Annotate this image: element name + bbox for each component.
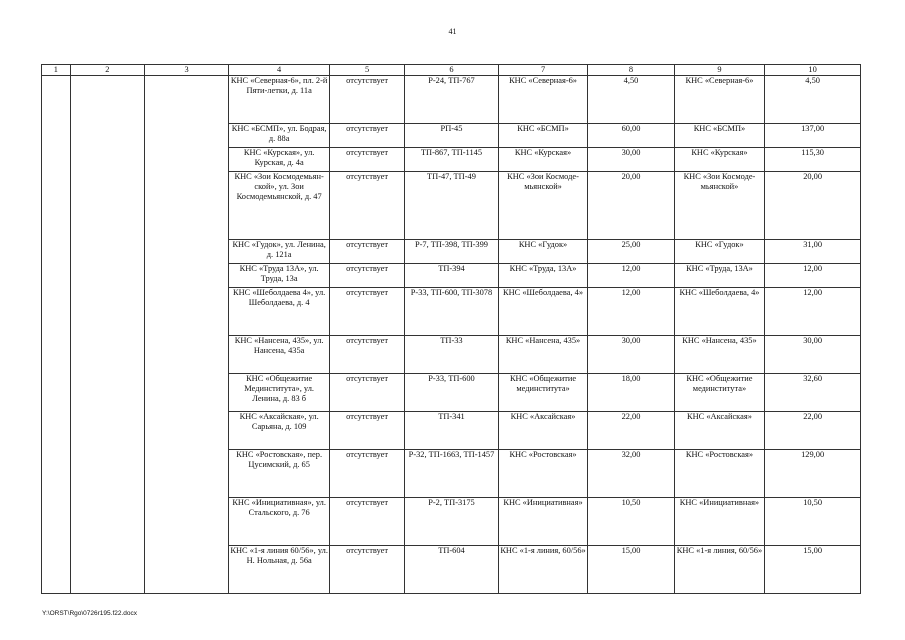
cell-c8: 12,00 bbox=[588, 264, 674, 288]
cell-c8: 12,00 bbox=[588, 288, 674, 336]
cell-c4: КНС «1-я линия 60/56», ул. Н. Нольная, д. 56а bbox=[229, 546, 330, 594]
cell-c4: КНС «Северная-6», пл. 2-й Пяти-летки, д. 11а bbox=[229, 76, 330, 124]
cell-c10: 22,00 bbox=[765, 412, 861, 450]
cell-c5: отсутствует bbox=[330, 374, 405, 412]
cell-c9: КНС «Инициативная» bbox=[674, 498, 765, 546]
cell-c7: КНС «Курская» bbox=[498, 148, 588, 172]
cell-c8: 4,50 bbox=[588, 76, 674, 124]
column-header: 7 bbox=[498, 65, 588, 76]
cell-c6: Р-33, ТП-600 bbox=[405, 374, 499, 412]
cell-c10: 137,00 bbox=[765, 124, 861, 148]
cell-c5: отсутствует bbox=[330, 240, 405, 264]
cell-c6: ТП-867, ТП-1145 bbox=[405, 148, 499, 172]
cell-c8: 18,00 bbox=[588, 374, 674, 412]
cell-c8: 22,00 bbox=[588, 412, 674, 450]
cell-c6: ТП-33 bbox=[405, 336, 499, 374]
cell-c10: 12,00 bbox=[765, 264, 861, 288]
cell-c4: КНС «Труда 13А», ул. Труда, 13а bbox=[229, 264, 330, 288]
cell-c5: отсутствует bbox=[330, 450, 405, 498]
column-numbers-row bbox=[42, 65, 861, 76]
cell-c9: КНС «Курская» bbox=[674, 148, 765, 172]
cell-c10: 32,60 bbox=[765, 374, 861, 412]
column-header: 3 bbox=[144, 65, 228, 76]
cell-c5: отсутствует bbox=[330, 336, 405, 374]
table-row bbox=[42, 76, 861, 124]
cell-c6: ТП-341 bbox=[405, 412, 499, 450]
cell-c10: 15,00 bbox=[765, 546, 861, 594]
cell-c10: 10,50 bbox=[765, 498, 861, 546]
cell-c6: ТП-394 bbox=[405, 264, 499, 288]
empty-cell bbox=[144, 76, 228, 594]
cell-c6: ТП-604 bbox=[405, 546, 499, 594]
cell-c8: 60,00 bbox=[588, 124, 674, 148]
cell-c7: КНС «Зои Космоде-мьянской» bbox=[498, 172, 588, 240]
cell-c10: 30,00 bbox=[765, 336, 861, 374]
empty-cell bbox=[42, 76, 71, 594]
cell-c8: 15,00 bbox=[588, 546, 674, 594]
cell-c7: КНС «Труда, 13А» bbox=[498, 264, 588, 288]
cell-c9: КНС «Шеболдаева, 4» bbox=[674, 288, 765, 336]
column-header: 9 bbox=[674, 65, 765, 76]
cell-c5: отсутствует bbox=[330, 498, 405, 546]
cell-c10: 4,50 bbox=[765, 76, 861, 124]
cell-c4: КНС «Нансена, 435», ул. Нансена, 435а bbox=[229, 336, 330, 374]
cell-c5: отсутствует bbox=[330, 172, 405, 240]
cell-c5: отсутствует bbox=[330, 412, 405, 450]
empty-cell bbox=[70, 76, 144, 594]
cell-c8: 20,00 bbox=[588, 172, 674, 240]
cell-c5: отсутствует bbox=[330, 288, 405, 336]
cell-c6: Р-33, ТП-600, ТП-3078 bbox=[405, 288, 499, 336]
cell-c10: 20,00 bbox=[765, 172, 861, 240]
cell-c9: КНС «Гудок» bbox=[674, 240, 765, 264]
cell-c7: КНС «Нансена, 435» bbox=[498, 336, 588, 374]
cell-c10: 12,00 bbox=[765, 288, 861, 336]
cell-c7: КНС «Общежитие мединститута» bbox=[498, 374, 588, 412]
cell-c4: КНС «Шеболдаева 4», ул. Шеболдаева, д. 4 bbox=[229, 288, 330, 336]
column-header: 2 bbox=[70, 65, 144, 76]
cell-c7: КНС «Шеболдаева, 4» bbox=[498, 288, 588, 336]
cell-c6: Р-32, ТП-1663, ТП-1457 bbox=[405, 450, 499, 498]
cell-c4: КНС «Аксайская», ул. Сарьяна, д. 109 bbox=[229, 412, 330, 450]
column-header: 1 bbox=[42, 65, 71, 76]
cell-c5: отсутствует bbox=[330, 76, 405, 124]
cell-c6: Р-7, ТП-398, ТП-399 bbox=[405, 240, 499, 264]
cell-c10: 115,30 bbox=[765, 148, 861, 172]
cell-c4: КНС «Ростовская», пер. Цусимский, д. 65 bbox=[229, 450, 330, 498]
cell-c9: КНС «1-я линия, 60/56» bbox=[674, 546, 765, 594]
cell-c9: КНС «Нансена, 435» bbox=[674, 336, 765, 374]
cell-c9: КНС «Аксайская» bbox=[674, 412, 765, 450]
cell-c10: 31,00 bbox=[765, 240, 861, 264]
cell-c6: ТП-47, ТП-49 bbox=[405, 172, 499, 240]
cell-c9: КНС «Северная-6» bbox=[674, 76, 765, 124]
cell-c5: отсутствует bbox=[330, 148, 405, 172]
cell-c8: 30,00 bbox=[588, 336, 674, 374]
column-header: 4 bbox=[229, 65, 330, 76]
cell-c9: КНС «Общежитие мединститута» bbox=[674, 374, 765, 412]
cell-c9: КНС «Зои Космоде-мьянской» bbox=[674, 172, 765, 240]
page-number: 41 bbox=[448, 27, 457, 36]
cell-c9: КНС «БСМП» bbox=[674, 124, 765, 148]
cell-c7: КНС «БСМП» bbox=[498, 124, 588, 148]
cell-c8: 30,00 bbox=[588, 148, 674, 172]
cell-c4: КНС «Зои Космодемьян-ской», ул. Зои Космодемьянской, д. 47 bbox=[229, 172, 330, 240]
cell-c5: отсутствует bbox=[330, 546, 405, 594]
column-header: 10 bbox=[765, 65, 861, 76]
cell-c4: КНС «БСМП», ул. Бодрая, д. 88а bbox=[229, 124, 330, 148]
cell-c4: КНС «Гудок», ул. Ленина, д. 121а bbox=[229, 240, 330, 264]
column-header: 5 bbox=[330, 65, 405, 76]
cell-c7: КНС «1-я линия, 60/56» bbox=[498, 546, 588, 594]
cell-c7: КНС «Ростовская» bbox=[498, 450, 588, 498]
data-table bbox=[41, 64, 861, 594]
column-header: 6 bbox=[405, 65, 499, 76]
cell-c8: 10,50 bbox=[588, 498, 674, 546]
cell-c7: КНС «Аксайская» bbox=[498, 412, 588, 450]
cell-c6: Р-2, ТП-3175 bbox=[405, 498, 499, 546]
cell-c5: отсутствует bbox=[330, 124, 405, 148]
cell-c7: КНС «Северная-6» bbox=[498, 76, 588, 124]
cell-c4: КНС «Курская», ул. Курская, д. 4а bbox=[229, 148, 330, 172]
column-header: 8 bbox=[588, 65, 674, 76]
cell-c6: Р-24, ТП-767 bbox=[405, 76, 499, 124]
cell-c9: КНС «Ростовская» bbox=[674, 450, 765, 498]
cell-c7: КНС «Гудок» bbox=[498, 240, 588, 264]
cell-c9: КНС «Труда, 13А» bbox=[674, 264, 765, 288]
cell-c6: РП-45 bbox=[405, 124, 499, 148]
cell-c4: КНС «Общежитие Мединститута», ул. Ленина, д. 83 б bbox=[229, 374, 330, 412]
cell-c5: отсутствует bbox=[330, 264, 405, 288]
cell-c8: 32,00 bbox=[588, 450, 674, 498]
cell-c7: КНС «Инициативная» bbox=[498, 498, 588, 546]
cell-c10: 129,00 bbox=[765, 450, 861, 498]
cell-c8: 25,00 bbox=[588, 240, 674, 264]
file-path-footer: Y:\ORST\Rgo\0726r195.f22.docx bbox=[42, 610, 138, 617]
cell-c4: КНС «Инициативная», ул. Стальского, д. 76 bbox=[229, 498, 330, 546]
